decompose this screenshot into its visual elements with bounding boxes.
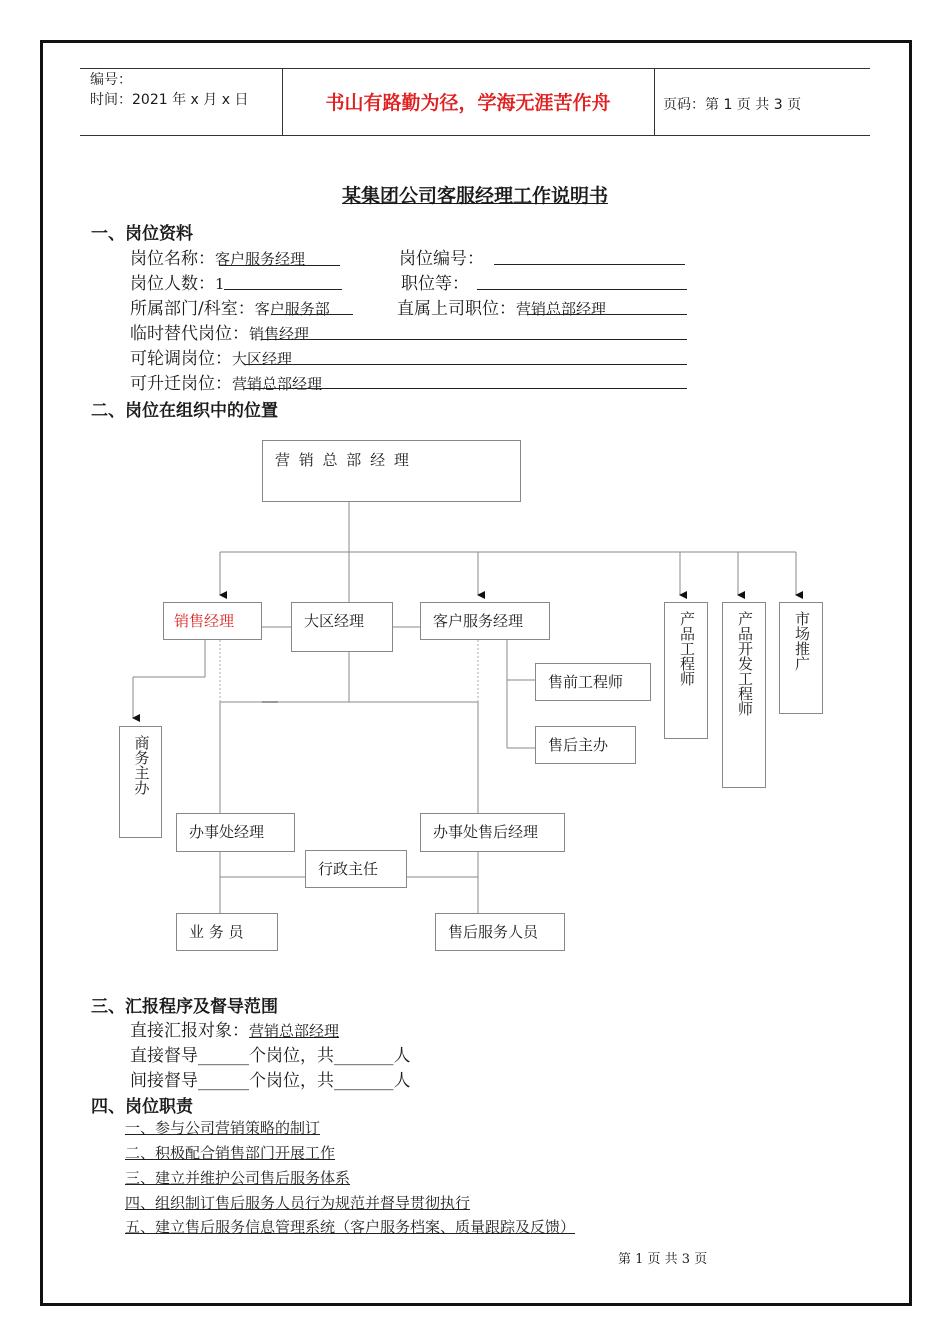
indirect-supervision: 间接督导______个岗位，共_______人	[130, 1071, 411, 1091]
section-2-heading: 二、岗位在组织中的位置	[91, 401, 278, 421]
org-node-office-aftersale-manager: 办事处售后经理	[420, 813, 565, 852]
promote-value: 营销总部经理	[232, 375, 323, 393]
org-node-marketing-director: 营 销 总 部 经 理	[262, 440, 521, 502]
section-1-heading: 一、岗位资料	[91, 224, 193, 244]
org-node-admin-director: 行政主任	[305, 850, 407, 888]
post-count-label: 岗位人数：	[130, 274, 215, 294]
post-count-value: 1	[215, 275, 225, 293]
duty-item: 五、建立售后服务信息管理系统（客户服务档案、质量跟踪及反馈）	[125, 1218, 576, 1236]
page-footer: 第 1 页 共 3 页	[618, 1252, 708, 1267]
superior-label: 直属上司职位：	[397, 299, 516, 319]
promote-label: 可升迁岗位：	[130, 374, 232, 394]
section-3-heading: 三、汇报程序及督导范围	[91, 997, 278, 1017]
org-node-presale-engineer: 售前工程师	[535, 663, 651, 701]
post-code-label: 岗位编号：	[399, 249, 484, 269]
org-node-salesman: 业 务 员	[176, 913, 278, 951]
grade-label: 职位等：	[401, 274, 469, 294]
header-page-number: 页码：第 1 页 共 3 页	[663, 97, 802, 113]
org-node-aftersale-staff: 售后服务人员	[435, 913, 565, 951]
duty-item: 二、积极配合销售部门开展工作	[125, 1144, 336, 1162]
superior-value: 营销总部经理	[516, 300, 607, 318]
duty-item: 一、参与公司营销策略的制订	[125, 1119, 321, 1137]
report-direct-label: 直接汇报对象：	[130, 1021, 249, 1041]
org-node-cs-manager: 客户服务经理	[420, 602, 550, 640]
org-node-product-engineer: 产品工程师	[664, 602, 708, 739]
document-title: 某集团公司客服经理工作说明书	[341, 185, 608, 207]
duty-item: 三、建立并维护公司售后服务体系	[125, 1169, 351, 1187]
org-node-region-manager: 大区经理	[291, 602, 393, 652]
substitute-value: 销售经理	[249, 325, 310, 343]
substitute-label: 临时替代岗位：	[130, 324, 249, 344]
duty-item: 四、组织制订售后服务人员行为规范并督导贯彻执行	[125, 1194, 471, 1212]
org-node-aftersale-lead: 售后主办	[535, 726, 636, 764]
doc-time: 时间：2021 年 x 月 x 日	[90, 92, 249, 108]
report-direct-value: 营销总部经理	[249, 1022, 340, 1040]
org-node-marketing-promotion: 市场推广	[779, 602, 823, 714]
post-name-value: 客户服务经理	[215, 250, 306, 268]
doc-number: 编号：	[90, 72, 132, 88]
rotate-label: 可轮调岗位：	[130, 349, 232, 369]
report-direct-field	[130, 1016, 339, 1041]
org-node-office-manager: 办事处经理	[176, 813, 295, 852]
org-node-product-dev-engineer: 产品开发工程师	[722, 602, 766, 788]
post-name-label: 岗位名称：	[130, 249, 215, 269]
direct-supervision: 直接督导______个岗位，共_______人	[130, 1046, 411, 1066]
org-node-sales-manager: 销售经理	[163, 602, 262, 640]
dept-value: 客户服务部	[254, 300, 330, 318]
org-node-business-lead: 商务主办	[119, 726, 162, 838]
rotate-value: 大区经理	[232, 350, 293, 368]
header-motto: 书山有路勤为径，学海无涯苦作舟	[325, 92, 611, 114]
dept-label: 所属部门/科室：	[130, 299, 255, 319]
section-4-heading: 四、岗位职责	[91, 1097, 193, 1117]
